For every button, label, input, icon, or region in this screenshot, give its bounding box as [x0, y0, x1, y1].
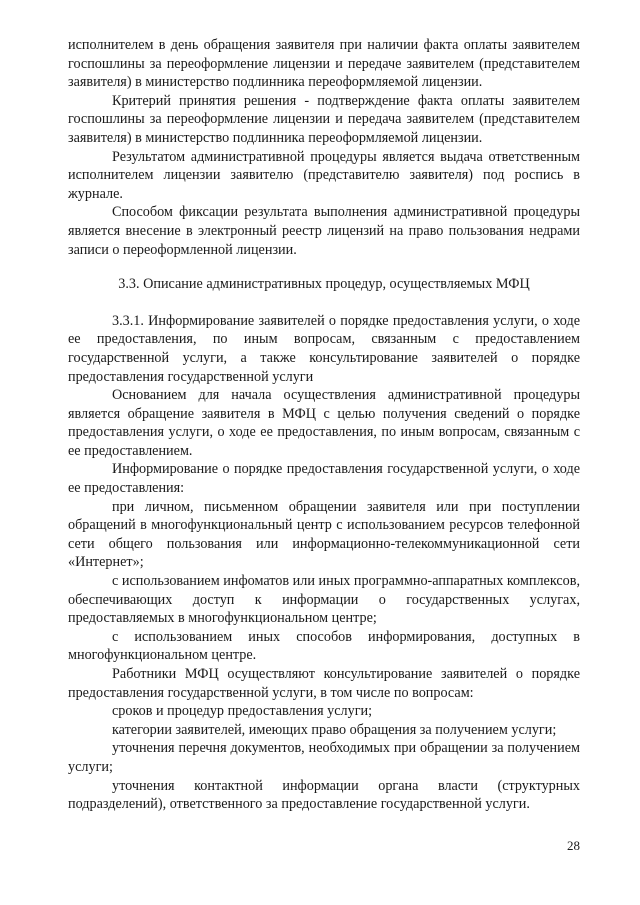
paragraph-bottom-6: с использованием иных способов информирования, доступных в многофункциональном центре. — [68, 628, 580, 664]
page-number: 28 — [567, 838, 580, 853]
section-heading: 3.3. Описание административных процедур, осуществляемых МФЦ — [118, 276, 530, 293]
paragraph-bottom-11: уточнения контактной информации органа власти (структурных подразделений), ответственного за предоставление государственной услуги. — [68, 777, 580, 813]
paragraph-top-1: исполнителем в день обращения заявителя при наличии факта оплаты заявителем госпошлины за переоформление лицензии и передаче заявителем (представителем заявителя) в министерство подлинника переоформляемой лицензии. — [68, 37, 580, 91]
paragraph-bottom-8: сроков и процедур предоставления услуги; — [112, 703, 373, 720]
paragraph-bottom-5: с использованием инфоматов или иных программно-аппаратных комплексов, обеспечивающих доступ к информации о государственных услугах, предоставляемых в многофункциональном центре; — [68, 573, 580, 627]
paragraph-bottom-7: Работники МФЦ осуществляют консультирование заявителей о порядке предоставления государственной услуги, в том числе по вопросам: — [68, 666, 580, 701]
paragraph-top-2: Критерий принятия решения - подтверждение факта оплаты заявителем госпошлины за переоформление лицензии и передача заявителем (представителем заявителя) в министерство подлинника переоформляемой лицензии. — [68, 92, 580, 146]
paragraph-bottom-10: уточнения перечня документов, необходимых при обращении за получением услуги; — [68, 740, 580, 775]
paragraph-bottom-4: при личном, письменном обращении заявителя или при поступлении обращений в многофункциональный центр с использованием ресурсов телефонной сети общего пользования или информационно-телекоммуникационной сети «Интернет»; — [68, 498, 580, 571]
paragraph-bottom-3: Информирование о порядке предоставления государственной услуги, о ходе ее предоставления: — [68, 461, 580, 497]
paragraph-bottom-9: категории заявителей, имеющих право обращения за получением услуги; — [112, 721, 557, 738]
paragraph-top-4: Способом фиксации результата выполнения административной процедуры является внесение в электронный реестр лицензий на право пользования недрами записи о переоформленной лицензии. — [68, 204, 580, 258]
document-page — [68, 36, 580, 814]
paragraph-bottom-1: 3.3.1. Информирование заявителей о порядке предоставления услуги, о ходе ее предоставления, по иным вопросам, связанным с предоставлением государственной услуги, а также консультирование заявителей о порядке предоставления государственной услуги — [68, 312, 580, 385]
paragraph-bottom-2: Основанием для начала осуществления административной процедуры является обращение заявителя в МФЦ с целью получения сведений о порядке предоставления услуги, о ходе ее предоставления, по иным вопросам, связанным с ее предоставлением. — [68, 387, 580, 459]
paragraph-top-3: Результатом административной процедуры является выдача ответственным исполнителем лицензии заявителю (представителю заявителя) под роспись в журнале. — [68, 148, 580, 202]
